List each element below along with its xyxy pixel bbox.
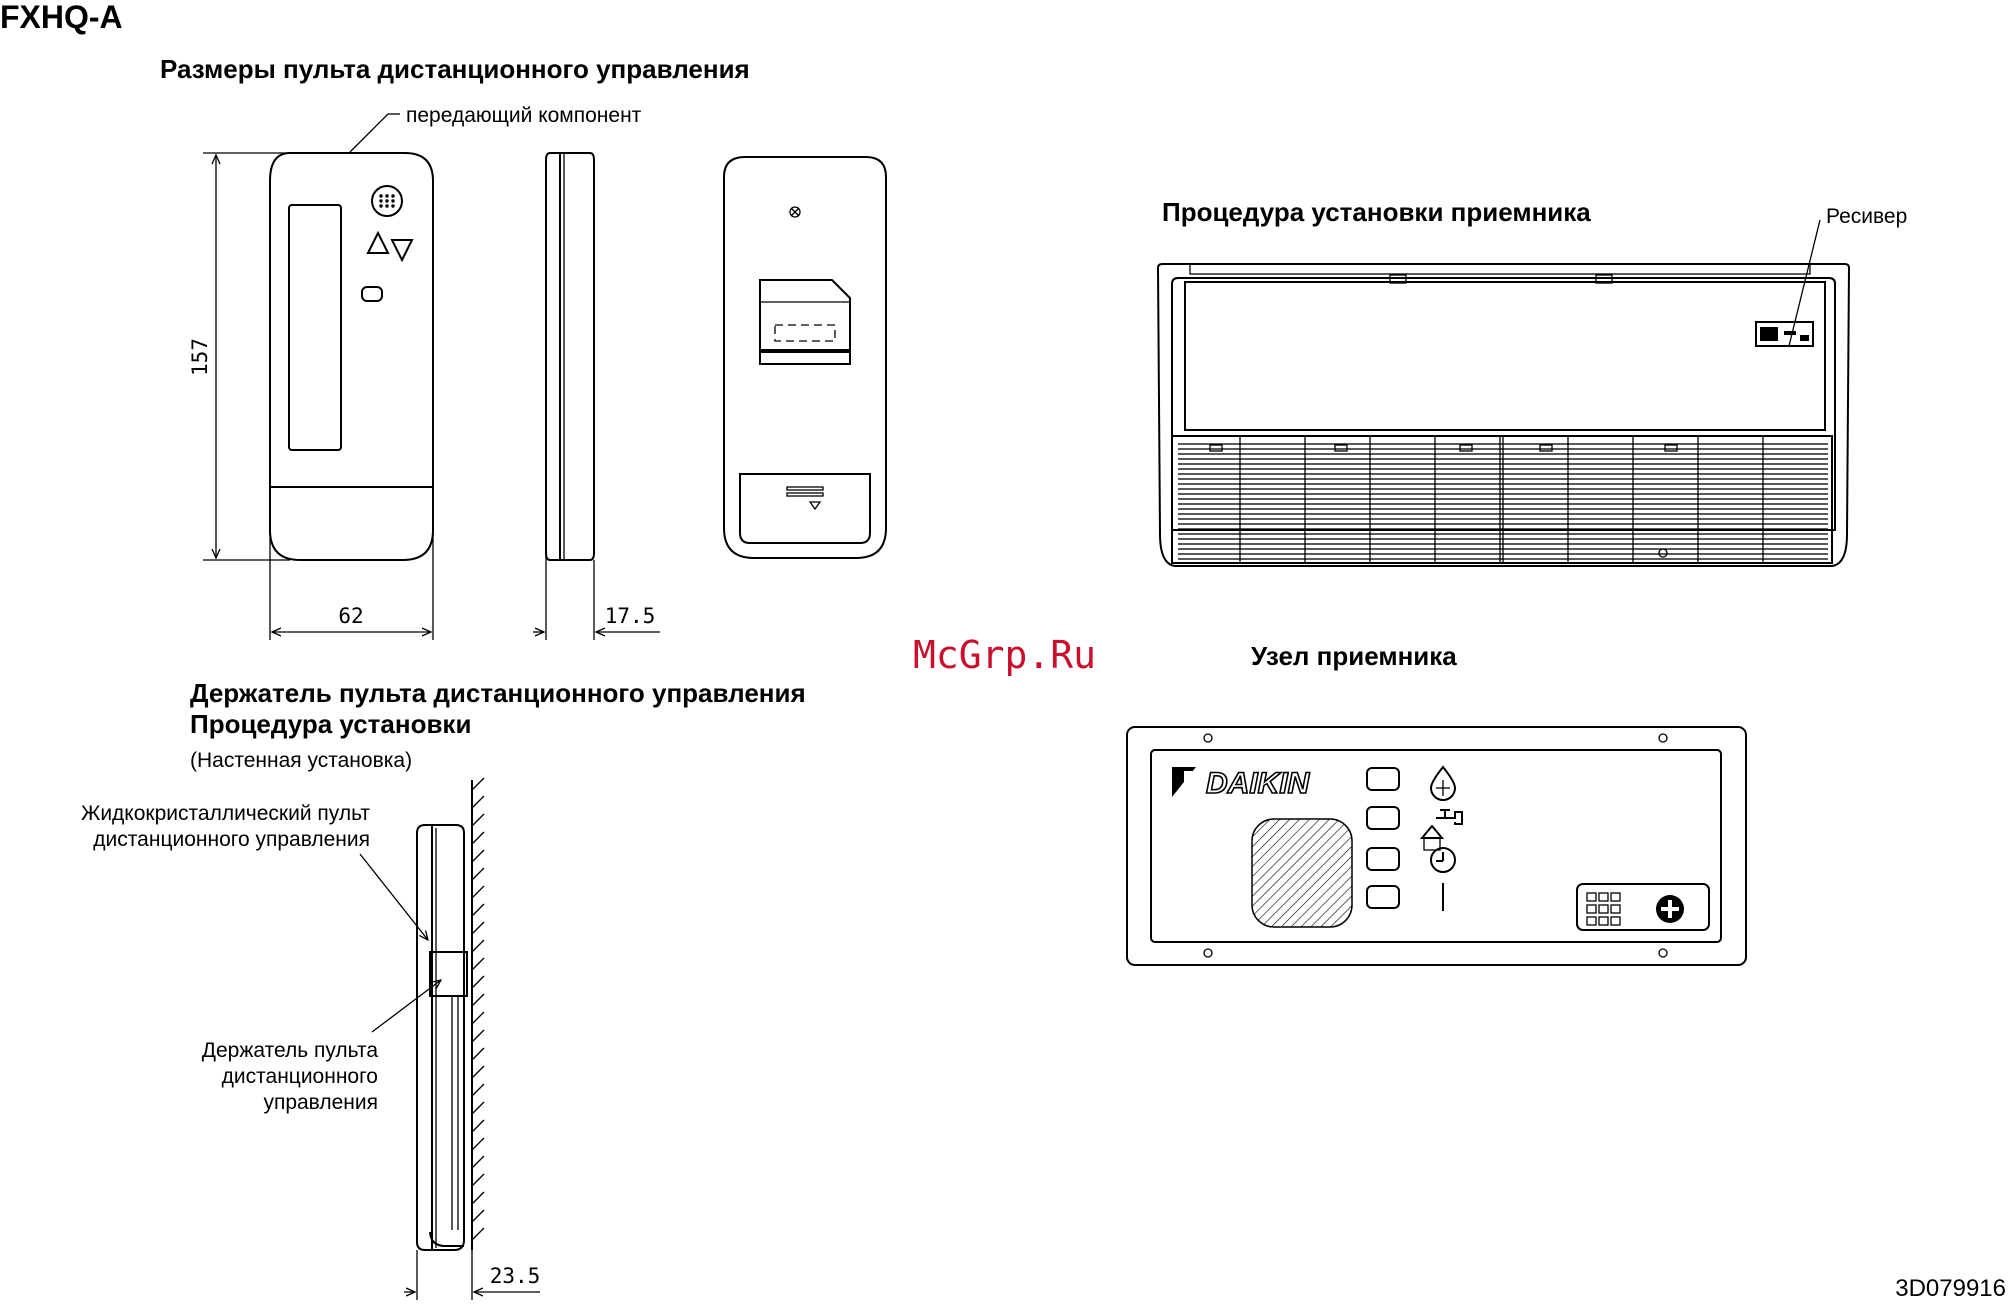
watermark: McGrp.Ru xyxy=(913,633,1097,677)
ceiling-unit-view xyxy=(1158,220,1849,566)
remote-back-view xyxy=(724,157,886,558)
holder-depth-dim-label: 23.5 xyxy=(489,1264,541,1288)
daikin-logo xyxy=(1172,767,1311,800)
model-title: FXHQ-A xyxy=(0,0,123,35)
mount-type-label: (Настенная установка) xyxy=(190,749,413,772)
height-dim-label: 157 xyxy=(188,338,212,376)
lcd-remote-label-line1: Жидкокристаллический пульт xyxy=(80,802,370,825)
receiver-label: Ресивер xyxy=(1826,205,1908,228)
holder-heading-line1: Держатель пульта дистанционного управления xyxy=(190,678,806,708)
holder-callout xyxy=(202,980,441,1114)
timer-icon xyxy=(1431,848,1455,872)
width-dimension xyxy=(270,520,433,640)
receiver-window xyxy=(1577,884,1709,930)
remote-side-view xyxy=(533,153,660,640)
remote-front-view xyxy=(270,153,433,560)
lcd-remote-callout xyxy=(81,802,428,940)
receiver-unit-panel xyxy=(1127,727,1746,965)
lcd-remote-label-line2: дистанционного управления xyxy=(93,828,370,851)
indicator-lamp-2 xyxy=(1367,807,1399,829)
sensor-window xyxy=(1252,819,1352,927)
depth-dim-label: 17.5 xyxy=(604,604,656,628)
holder-label-line2: дистанционного xyxy=(221,1065,378,1088)
receiver-install-heading: Процедура установки приемника xyxy=(1162,197,1591,227)
wall-mount-view xyxy=(417,778,484,1250)
holder-label-line3: управления xyxy=(263,1091,378,1114)
indicator-lamp-3 xyxy=(1367,848,1399,870)
receiver-keypad-icon xyxy=(1587,893,1620,925)
defrost-icon xyxy=(1431,767,1455,800)
indicator-lamp-4 xyxy=(1367,886,1399,908)
drawing-code: 3D079916 xyxy=(1895,1275,2006,1302)
holder-heading-line2: Процедура установки xyxy=(190,709,472,739)
indicator-lamp-1 xyxy=(1367,768,1399,790)
transmitter-leader xyxy=(350,104,642,152)
height-dimension xyxy=(188,153,290,560)
remote-dimensions-heading: Размеры пульта дистанционного управления xyxy=(160,54,750,84)
fan-operation-icon xyxy=(1422,810,1462,850)
width-dim-label: 62 xyxy=(338,604,364,628)
plus-icon xyxy=(1656,895,1684,923)
transmitter-label: передающий компонент xyxy=(406,104,642,127)
brand-logo-text: DAIKIN xyxy=(1206,767,1310,800)
receiver-unit-heading: Узел приемника xyxy=(1251,641,1457,671)
holder-depth-dimension xyxy=(404,1250,540,1300)
holder-label-line1: Держатель пульта xyxy=(201,1039,378,1062)
